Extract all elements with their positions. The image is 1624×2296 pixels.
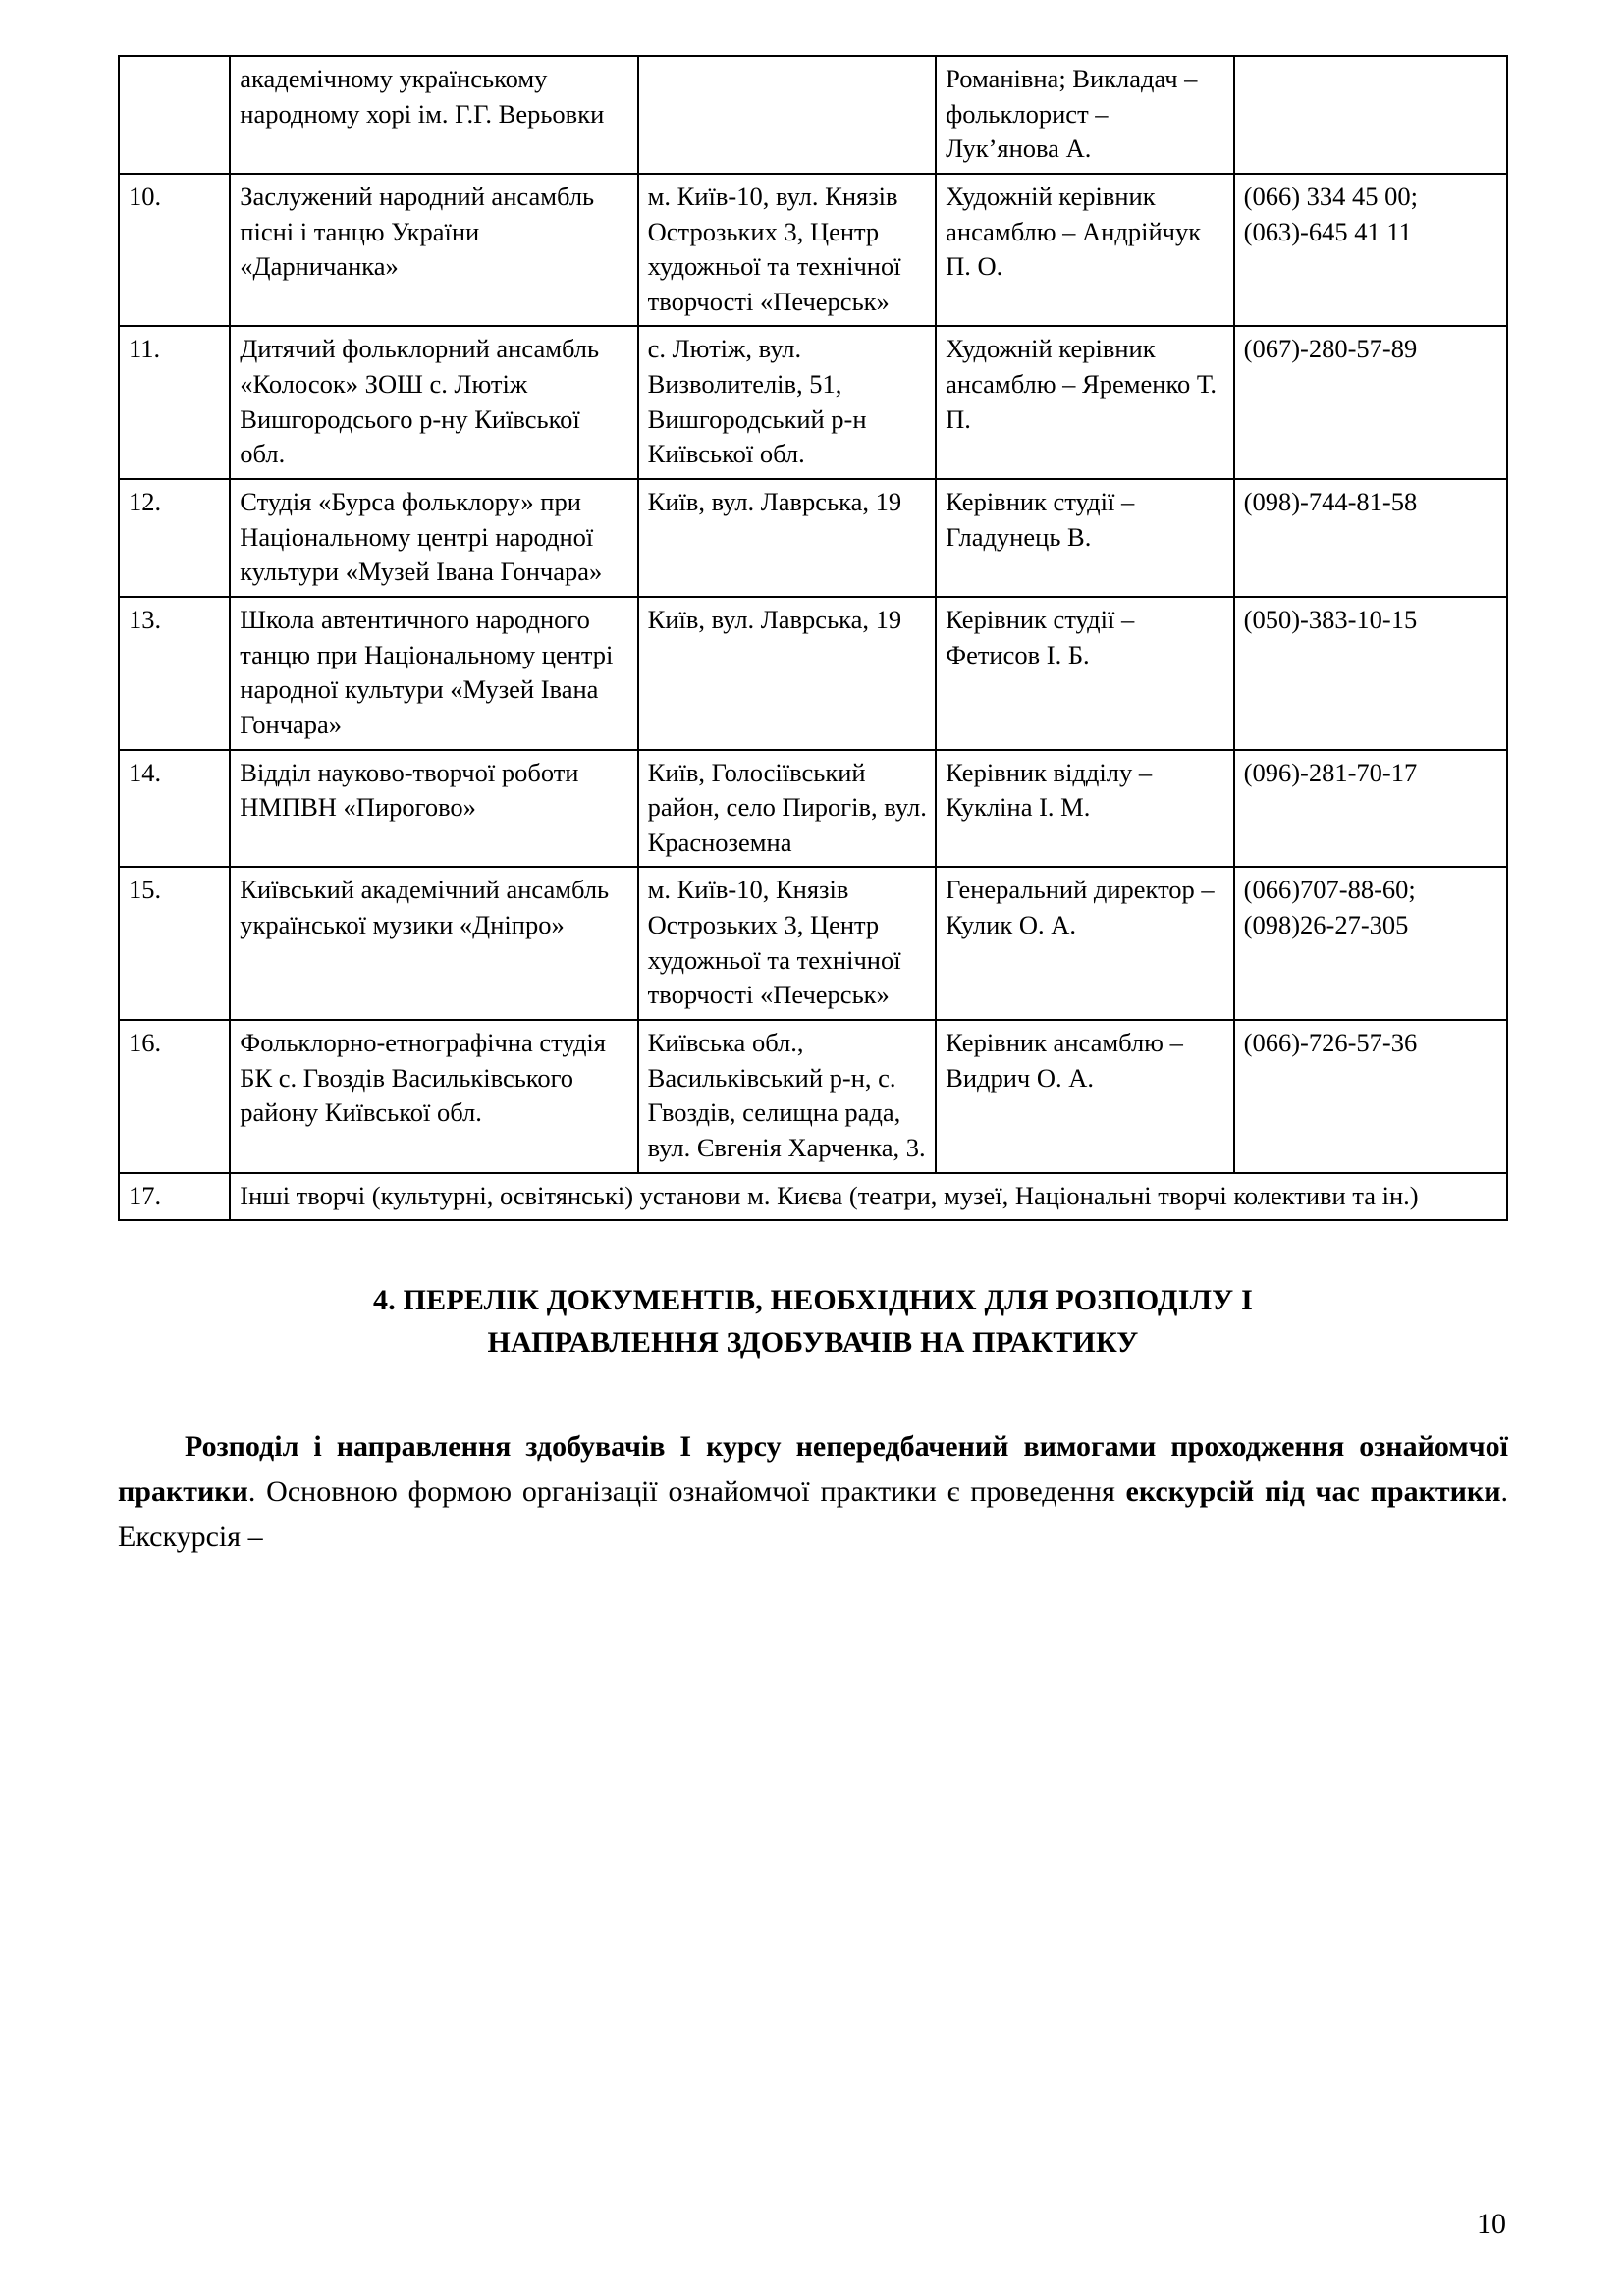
- table-row-other: [119, 1173, 1507, 1221]
- table-row: [119, 867, 1507, 1020]
- organization-leader: Художній керівник ансамблю – Андрійчук П. О.: [936, 174, 1233, 327]
- other-institutions-text: Інші творчі (культурні, освітянські) установи м. Києва (театри, музеї, Національні творчі колективи та ін.): [230, 1173, 1507, 1221]
- organization-name: Відділ науково-творчої роботи НМПВН «Пирогово»: [230, 750, 637, 868]
- section-heading-line-2: НАПРАВЛЕННЯ ЗДОБУВАЧІВ НА ПРАКТИКУ: [487, 1325, 1139, 1359]
- organization-name: Фольклорно-етнографічна студія БК с. Гвоздів Васильківського району Київської обл.: [230, 1020, 637, 1173]
- row-number: 14.: [119, 750, 230, 868]
- organization-phone: (066) 334 45 00; (063)-645 41 11: [1234, 174, 1507, 327]
- table-row: [119, 56, 1507, 174]
- row-number: 17.: [119, 1173, 230, 1221]
- organization-phone: (067)-280-57-89: [1234, 326, 1507, 479]
- organization-name: Заслужений народний ансамбль пісні і танцю України «Дарничанка»: [230, 174, 637, 327]
- table-row: [119, 479, 1507, 597]
- table-body: [119, 56, 1507, 1220]
- table-row: [119, 174, 1507, 327]
- organization-leader: Керівник студії – Фетисов І. Б.: [936, 597, 1233, 750]
- organization-phone: (066)-726-57-36: [1234, 1020, 1507, 1173]
- organization-name: Київський академічний ансамбль української музики «Дніпро»: [230, 867, 637, 1020]
- page-number: 10: [1477, 2208, 1506, 2240]
- row-number: 11.: [119, 326, 230, 479]
- paragraph-tail: . Екскурсія –: [118, 1475, 1508, 1553]
- organization-address: м. Київ-10, Князів Острозьких 3, Центр художньої та технічної творчості «Печерськ»: [638, 867, 936, 1020]
- table-row: [119, 597, 1507, 750]
- organization-address: Київ, Голосіївський район, село Пирогів, вул. Красноземна: [638, 750, 936, 868]
- organization-leader: Генеральний директор – Кулик О. А.: [936, 867, 1233, 1020]
- organization-name: академічному українському народному хорі ім. Г.Г. Верьовки: [230, 56, 637, 174]
- organization-leader: Художній керівник ансамблю – Яременко Т. П.: [936, 326, 1233, 479]
- organization-address: м. Київ-10, вул. Князів Острозьких 3, Центр художньої та технічної творчості «Печерськ»: [638, 174, 936, 327]
- row-number: [119, 56, 230, 174]
- organization-address: Київська обл., Васильківський р-н, с. Гвоздів, селищна рада, вул. Євгенія Харченка, 3.: [638, 1020, 936, 1173]
- organization-address: Київ, вул. Лаврська, 19: [638, 597, 936, 750]
- row-number: 10.: [119, 174, 230, 327]
- paragraph-bold-2: екскурсій під час практики: [1125, 1475, 1501, 1508]
- organization-address: [638, 56, 936, 174]
- organization-leader: Керівник ансамблю – Видрич О. А.: [936, 1020, 1233, 1173]
- organization-name: Студія «Бурса фольклору» при Національному центрі народної культури «Музей Івана Гончара»: [230, 479, 637, 597]
- organization-address: с. Лютіж, вул. Визволителів, 51, Вишгородський р-н Київської обл.: [638, 326, 936, 479]
- row-number: 12.: [119, 479, 230, 597]
- section-heading: [118, 1221, 1508, 1363]
- organization-phone: (096)-281-70-17: [1234, 750, 1507, 868]
- organization-leader: Романівна; Викладач – фольклорист – Лук’янова А.: [936, 56, 1233, 174]
- paragraph-bold-1: Розподіл і направлення здобувачів І курсу непередбачений вимогами проходження ознайомчої практики: [118, 1430, 1508, 1508]
- organizations-table: [118, 55, 1508, 1221]
- organization-address: Київ, вул. Лаврська, 19: [638, 479, 936, 597]
- row-number: 13.: [119, 597, 230, 750]
- paragraph-middle: . Основною формою організації ознайомчої практики є проведення: [247, 1475, 1126, 1508]
- organization-leader: Керівник студії – Гладунець В.: [936, 479, 1233, 597]
- organization-phone: (066)707-88-60; (098)26-27-305: [1234, 867, 1507, 1020]
- table-row: [119, 326, 1507, 479]
- organization-name: Школа автентичного народного танцю при Національному центрі народної культури «Музей Івана Гончара»: [230, 597, 637, 750]
- organization-name: Дитячий фольклорний ансамбль «Колосок» ЗОШ с. Лютіж Вишгородсьогo р-ну Київської обл.: [230, 326, 637, 479]
- organization-phone: (098)-744-81-58: [1234, 479, 1507, 597]
- row-number: 16.: [119, 1020, 230, 1173]
- organization-phone: (050)-383-10-15: [1234, 597, 1507, 750]
- organization-leader: Керівник відділу – Кукліна І. М.: [936, 750, 1233, 868]
- row-number: 15.: [119, 867, 230, 1020]
- section-heading-line-1: 4. ПЕРЕЛІК ДОКУМЕНТІВ, НЕОБХІДНИХ ДЛЯ РОЗПОДІЛУ І: [373, 1284, 1253, 1317]
- body-paragraph: [118, 1363, 1508, 1559]
- table-row: [119, 1020, 1507, 1173]
- table-row: [119, 750, 1507, 868]
- organization-phone: [1234, 56, 1507, 174]
